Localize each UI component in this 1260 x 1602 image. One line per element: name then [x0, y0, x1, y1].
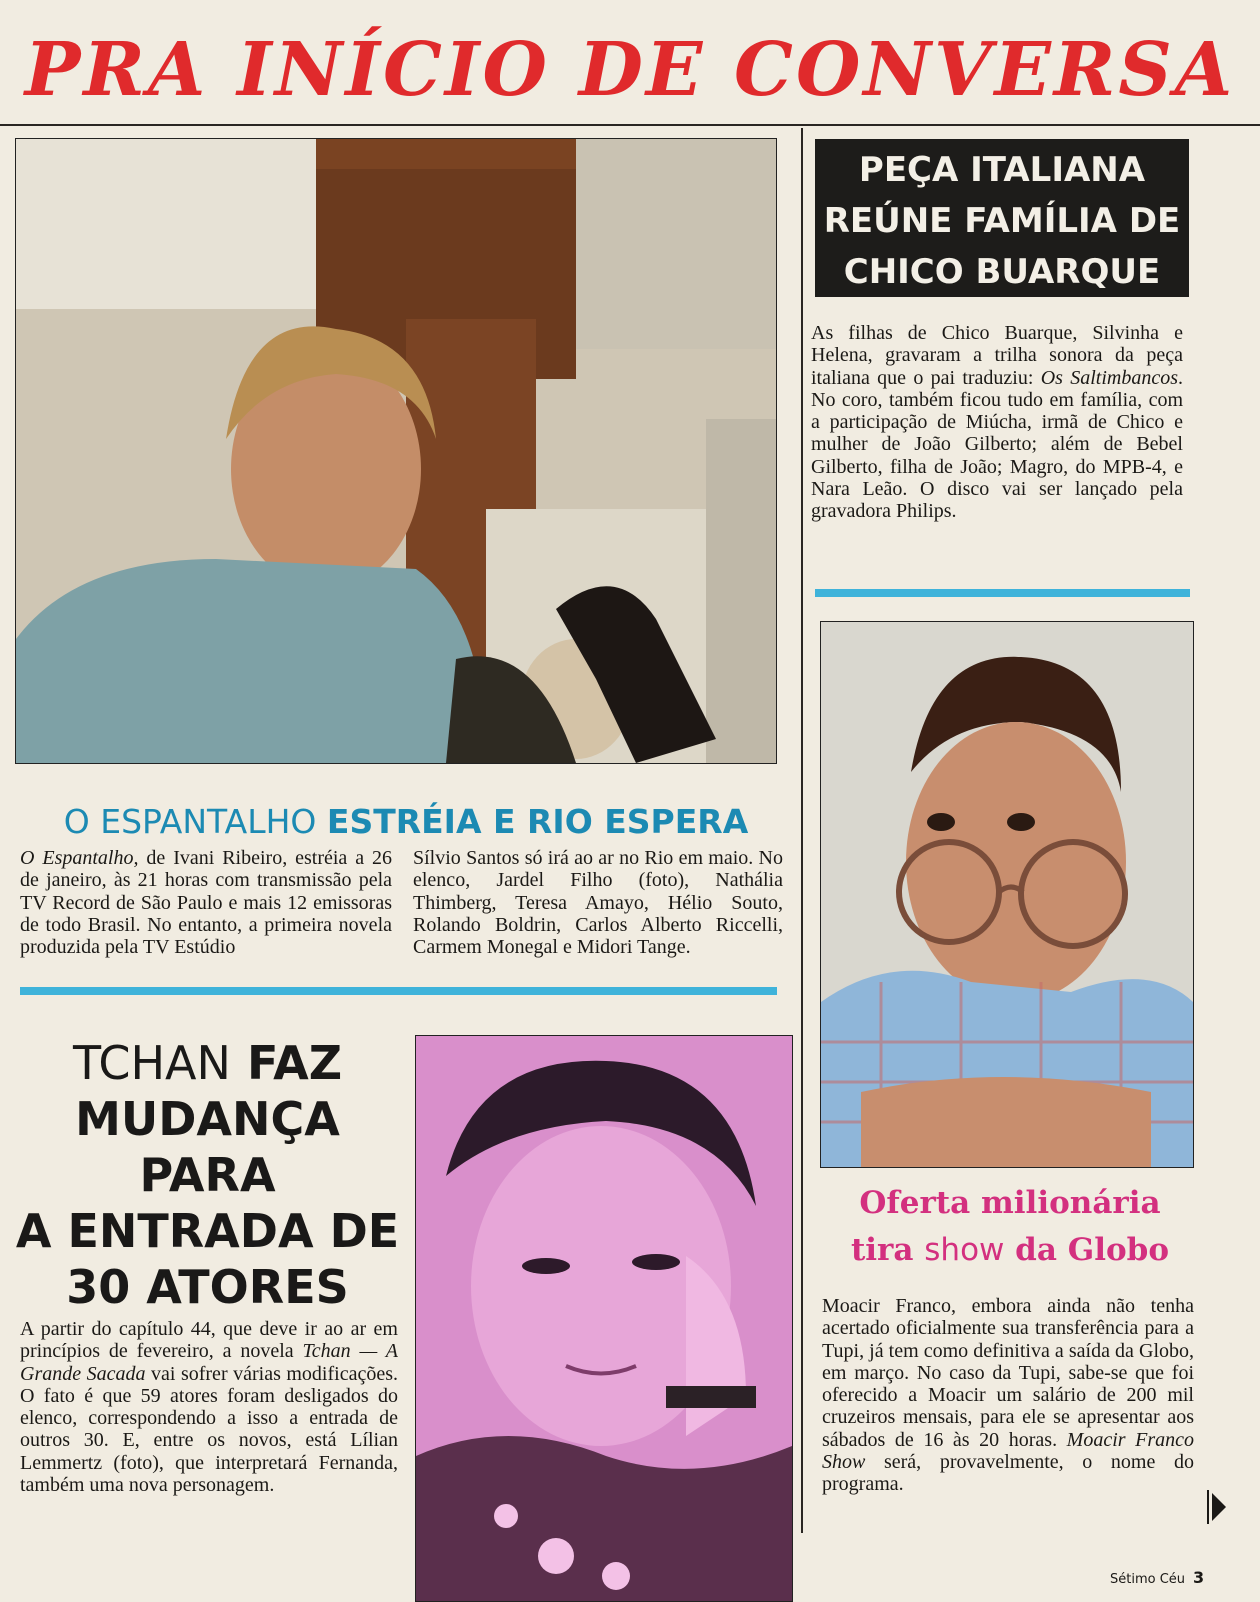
story1-headline-light: O ESPANTALHO [63, 802, 327, 841]
story3-text [20, 1318, 398, 1496]
masthead [0, 18, 1260, 122]
story2-text-a: As filhas de Chico Buarque, Silvinha e Helena, gravaram a trilha sonora da peça italiana que o pai traduziu: [811, 322, 1183, 389]
story4-headline-line2 [820, 1227, 1200, 1274]
story1-column-2 [413, 847, 783, 958]
story4-headline [820, 1180, 1200, 1274]
story4-text [822, 1295, 1194, 1496]
page-number: 3 [1193, 1568, 1205, 1587]
story2-text-b: . No coro, também ficou tudo em família, com a participação de Miúcha, irmã de Chico e mulher de João Gilberto; além de Bebel Gilberto, filha de João; Magro, do MPB-4, e Nara Leão. O disco vai ser lançado pela gravadora Philips. [811, 366, 1183, 523]
story4-text-italic: Moacir Franco Show [822, 1428, 1194, 1474]
story3-headline-bold: FAZ [230, 1036, 343, 1090]
story3-headline-line: 30 ATORES [66, 1260, 349, 1314]
divider-bar-left [20, 987, 777, 995]
story2-text [811, 322, 1183, 523]
story4-headline-part-a: tira [850, 1232, 925, 1268]
divider-bar-right [815, 589, 1190, 597]
story3-headline [15, 1035, 400, 1315]
story3-headline-line: A ENTRADA DE [15, 1204, 400, 1258]
story2-headline-line: REÚNE FAMÍLIA DE [823, 201, 1181, 241]
continue-arrow-icon [1212, 1493, 1226, 1521]
story1-headline [20, 800, 792, 844]
photo-moacir-franco [820, 621, 1194, 1168]
page-footer [1110, 1568, 1250, 1590]
story4-headline-line1: Oferta milionária [859, 1185, 1161, 1221]
story1-text-2: Sílvio Santos só irá ao ar no Rio em maio. No elenco, Jardel Filho (foto), Nathália Thimberg, Teresa Amayo, Hélio Souto, Rolando Boldrin, Carlos Alberto Riccelli, Carmem Monegal e Midori Tange. [413, 847, 783, 959]
continue-bar [1207, 1490, 1209, 1524]
story3-text-b: vai sofrer várias modificações. O fato é que 59 atores foram desligados do elenco, correspondendo a isso a entrada de outros 30. E, entre os novos, está Lílian Lemmertz (foto), que interpretará Fernanda, também uma nova personagem. [20, 1362, 398, 1497]
photo-jardel-filho [15, 138, 777, 764]
story3-text-italic: Tchan — A Grande Sacada [20, 1340, 398, 1385]
story1-text-1: de Ivani Ribeiro, estréia a 26 de janeiro, às 21 horas com transmissão pela TV Record de São Paulo e mais 12 emissoras de todo Brasil. No entanto, a primeira novela produzida pela TV Estúdio [20, 847, 393, 959]
story4-text-a: Moacir Franco, embora ainda não tenha acertado oficialmente sua transferência para a Tupi, já tem como definitiva a saída da Globo, em março. No caso da Tupi, sabe-se que foi oferecido a Moacir um salário de 200 mil cruzeiros mensais, para ele se apresentar aos sábados de 16 às 20 horas. [822, 1295, 1194, 1451]
story2-headline-box [815, 139, 1189, 297]
story4-text-b: será, provavelmente, o nome do programa. [822, 1451, 1194, 1496]
story2-text-italic: Os Saltimbancos [1040, 366, 1178, 389]
story4-headline-part-thin: show [924, 1232, 1005, 1268]
story4-headline-part-b: da Globo [1004, 1232, 1170, 1268]
story1-column-1 [20, 847, 392, 958]
photo-lilian-lemmertz [415, 1035, 793, 1602]
story3-text-a: A partir do capítulo 44, que deve ir ao ar em princípios de fevereiro, a novela [20, 1318, 398, 1363]
story3-headline-light: TCHAN [72, 1036, 231, 1090]
masthead-title: PRA INÍCIO DE CONVERSA [24, 27, 1236, 113]
column-rule [801, 128, 803, 1533]
story2-headline-line: CHICO BUARQUE [843, 252, 1161, 292]
top-rule [0, 124, 1260, 126]
magazine-name: Sétimo Céu [1110, 1572, 1186, 1587]
story1-title-italic: O Espantalho, [20, 847, 139, 869]
story2-headline-line: PEÇA ITALIANA [858, 150, 1146, 190]
story3-headline-line: MUDANÇA PARA [75, 1092, 340, 1202]
story1-headline-bold: ESTRÉIA E RIO ESPERA [326, 802, 749, 841]
